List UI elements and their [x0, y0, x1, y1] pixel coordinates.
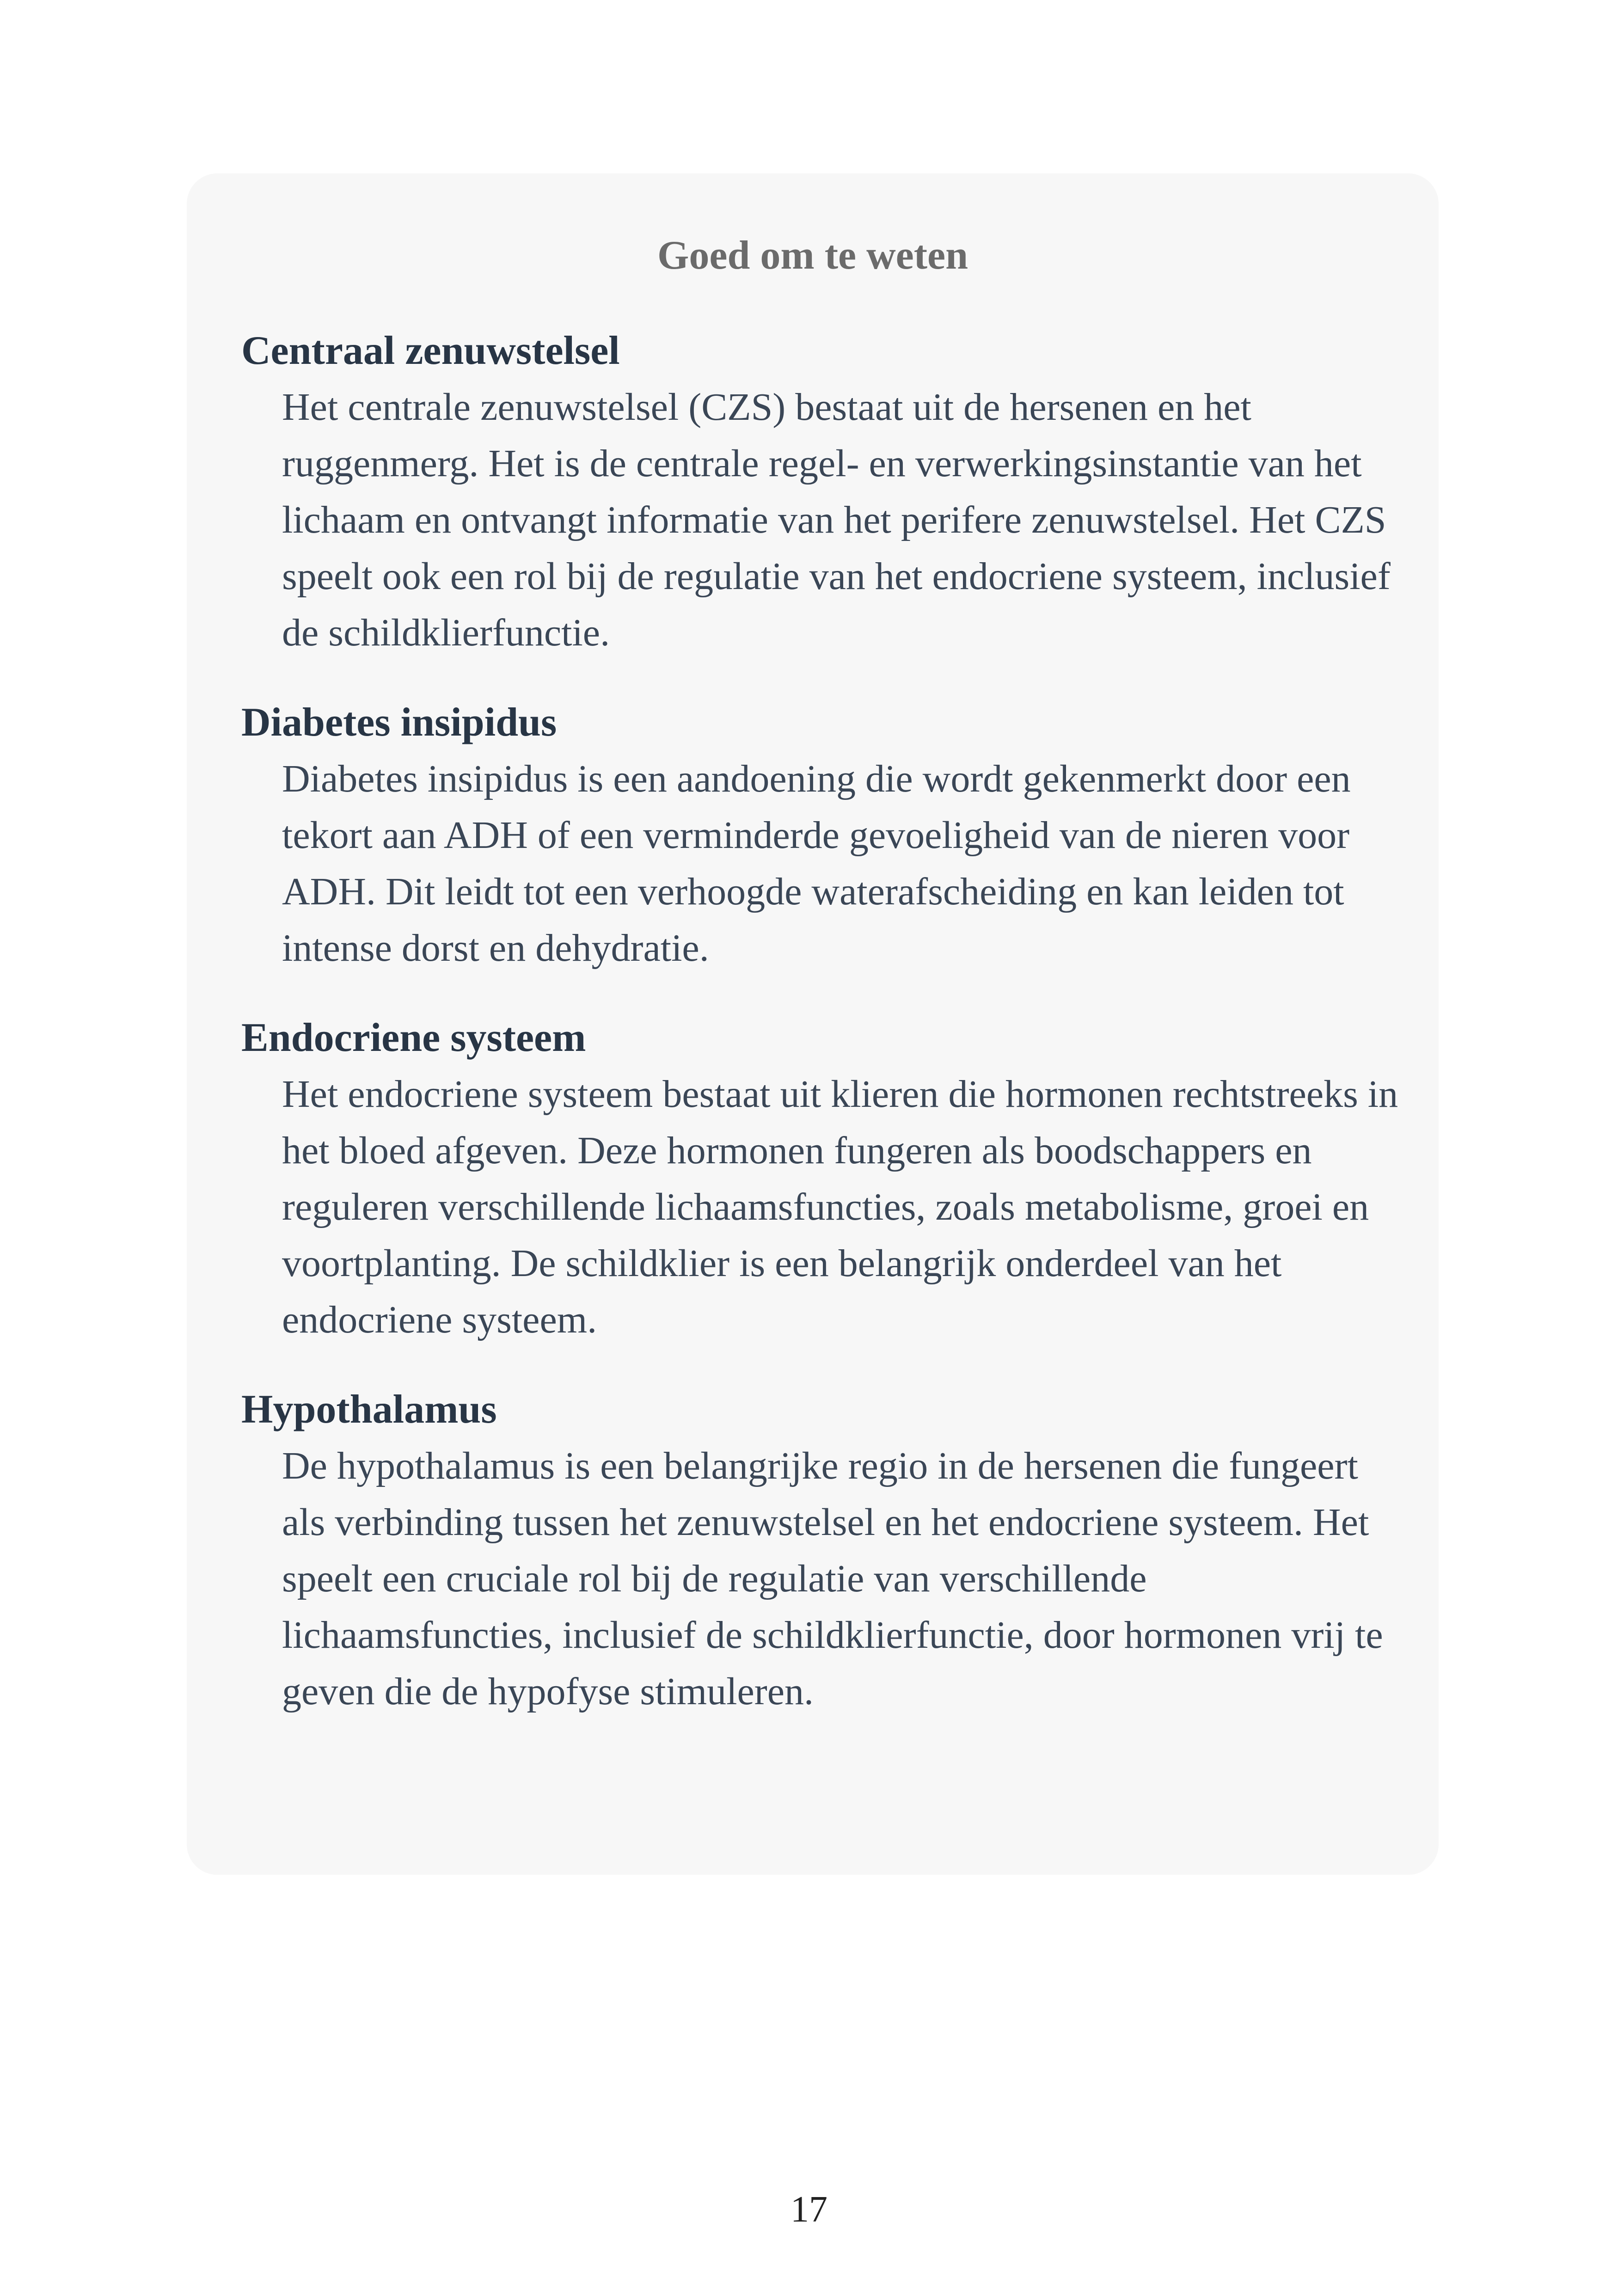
glossary-entry [241, 1381, 1411, 1720]
glossary-definition: De hypothalamus is een belangrijke regio in de hersenen die fungeert als verbinding tussen het zenuwstelsel en het endocriene systeem. Het speelt een cruciale rol bij de regulatie van verschillende lichaamsfuncties, inclusief de schildklierfunctie, door hormonen vrij te geven die de hypofyse stimuleren. [282, 1444, 1383, 1713]
glossary-definition: Diabetes insipidus is een aandoening die wordt gekenmerkt door een tekort aan ADH of een verminderde gevoeligheid van de nieren voor ADH. Dit leidt tot een verhoogde waterafscheiding en kan leiden tot intense dorst en dehydratie. [282, 757, 1351, 970]
glossary-definition: Het centrale zenuwstelsel (CZS) bestaat uit de hersenen en het ruggenmerg. Het is de centrale regel- en verwerkingsinstantie van het lichaam en ontvangt informatie van het perifere zenuwstelsel. Het CZS speelt ook een rol bij de regulatie van het endocriene systeem, inclusief de schildklierfunctie. [282, 386, 1391, 654]
glossary-entry [241, 694, 1411, 976]
glossary-term: Hypothalamus [241, 1387, 497, 1432]
glossary-entry [241, 1010, 1411, 1348]
glossary-list [241, 323, 1411, 1753]
glossary-term: Centraal zenuwstelsel [241, 328, 620, 373]
glossary-term: Endocriene systeem [241, 1015, 586, 1060]
page-number: 17 [791, 2189, 827, 2230]
info-box [187, 173, 1439, 1875]
box-title: Goed om te weten [657, 233, 968, 278]
glossary-definition: Het endocriene systeem bestaat uit klieren die hormonen rechtstreeks in het bloed afgeven. Deze hormonen fungeren als boodschappers en reguleren verschillende lichaamsfuncties, zoals metabolisme, groei en voortplanting. De schildklier is een belangrijk onderdeel van het endocriene systeem. [282, 1073, 1398, 1341]
glossary-term: Diabetes insipidus [241, 700, 557, 745]
glossary-entry [241, 323, 1411, 661]
